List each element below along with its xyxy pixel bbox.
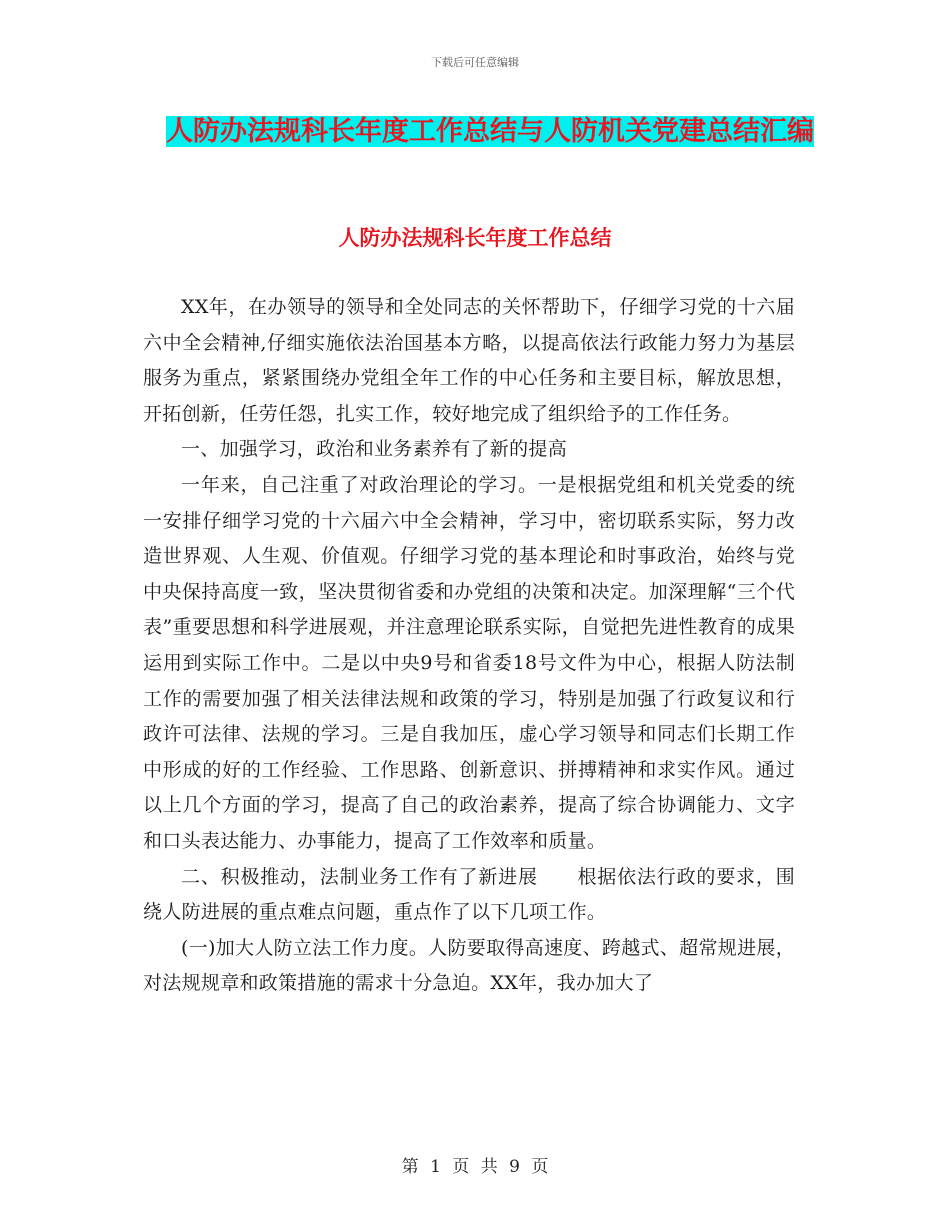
document-body: [143, 290, 795, 1002]
section-title: 人防办法规科长年度工作总结: [338, 226, 612, 250]
header-note: 下载后可任意编辑: [431, 56, 519, 69]
page-footer: 第 1 页 共 9 页: [401, 1157, 549, 1177]
paragraph-heading: 二、积极推动，法制业务工作有了新进展 根据依法行政的要求，围绕人防进展的重点难点问题，重点作了以下几项工作。: [143, 865, 795, 924]
paragraph: (一)加大人防立法工作力度。人防要取得高速度、跨越式、超常规进展，对法规规章和政策措施的需求十分急迫。XX年，我办加大了: [143, 936, 795, 995]
paragraph-heading: 一、加强学习，政治和业务素养有了新的提高: [181, 438, 568, 461]
document-title: [140, 110, 840, 154]
paragraph: 一年来，自己注重了对政治理论的学习。一是根据党组和机关党委的统一安排仔细学习党的十六届六中全会精神，学习中，密切联系实际，努力改造世界观、人生观、价值观。仔细学习党的基本理论和时事政治，始终与党中央保持高度一致，坚决贯彻省委和办党组的决策和决定。加深理解“三个代表”重要思想和科学进展观，并注意理论联系实际，自觉把先进性教育的成果运用到实际工作中。二是以中央9号和省委18号文件为中心，根据人防法制工作的需要加强了相关法律法规和政策的学习，特别是加强了行政复议和行政许可法律、法规的学习。三是自我加压，虚心学习领导和同志们长期工作中形成的好的工作经验、工作思路、创新意识、拼搏精神和求实作风。通过以上几个方面的学习，提高了自己的政治素养，提高了综合协调能力、文字和口头表达能力、办事能力，提高了工作效率和质量。: [143, 473, 795, 852]
document-title-text: 人防办法规科长年度工作总结与人防机关党建总结汇编: [166, 116, 814, 147]
paragraph: XX年，在办领导的领导和全处同志的关怀帮助下，仔细学习党的十六届六中全会精神,仔细实施依法治国基本方略，以提高依法行政能力努力为基层服务为重点，紧紧围绕办党组全年工作的中心任务和主要目标，解放思想，开拓创新，任劳任怨，扎实工作，较好地完成了组织给予的工作任务。: [143, 296, 795, 425]
